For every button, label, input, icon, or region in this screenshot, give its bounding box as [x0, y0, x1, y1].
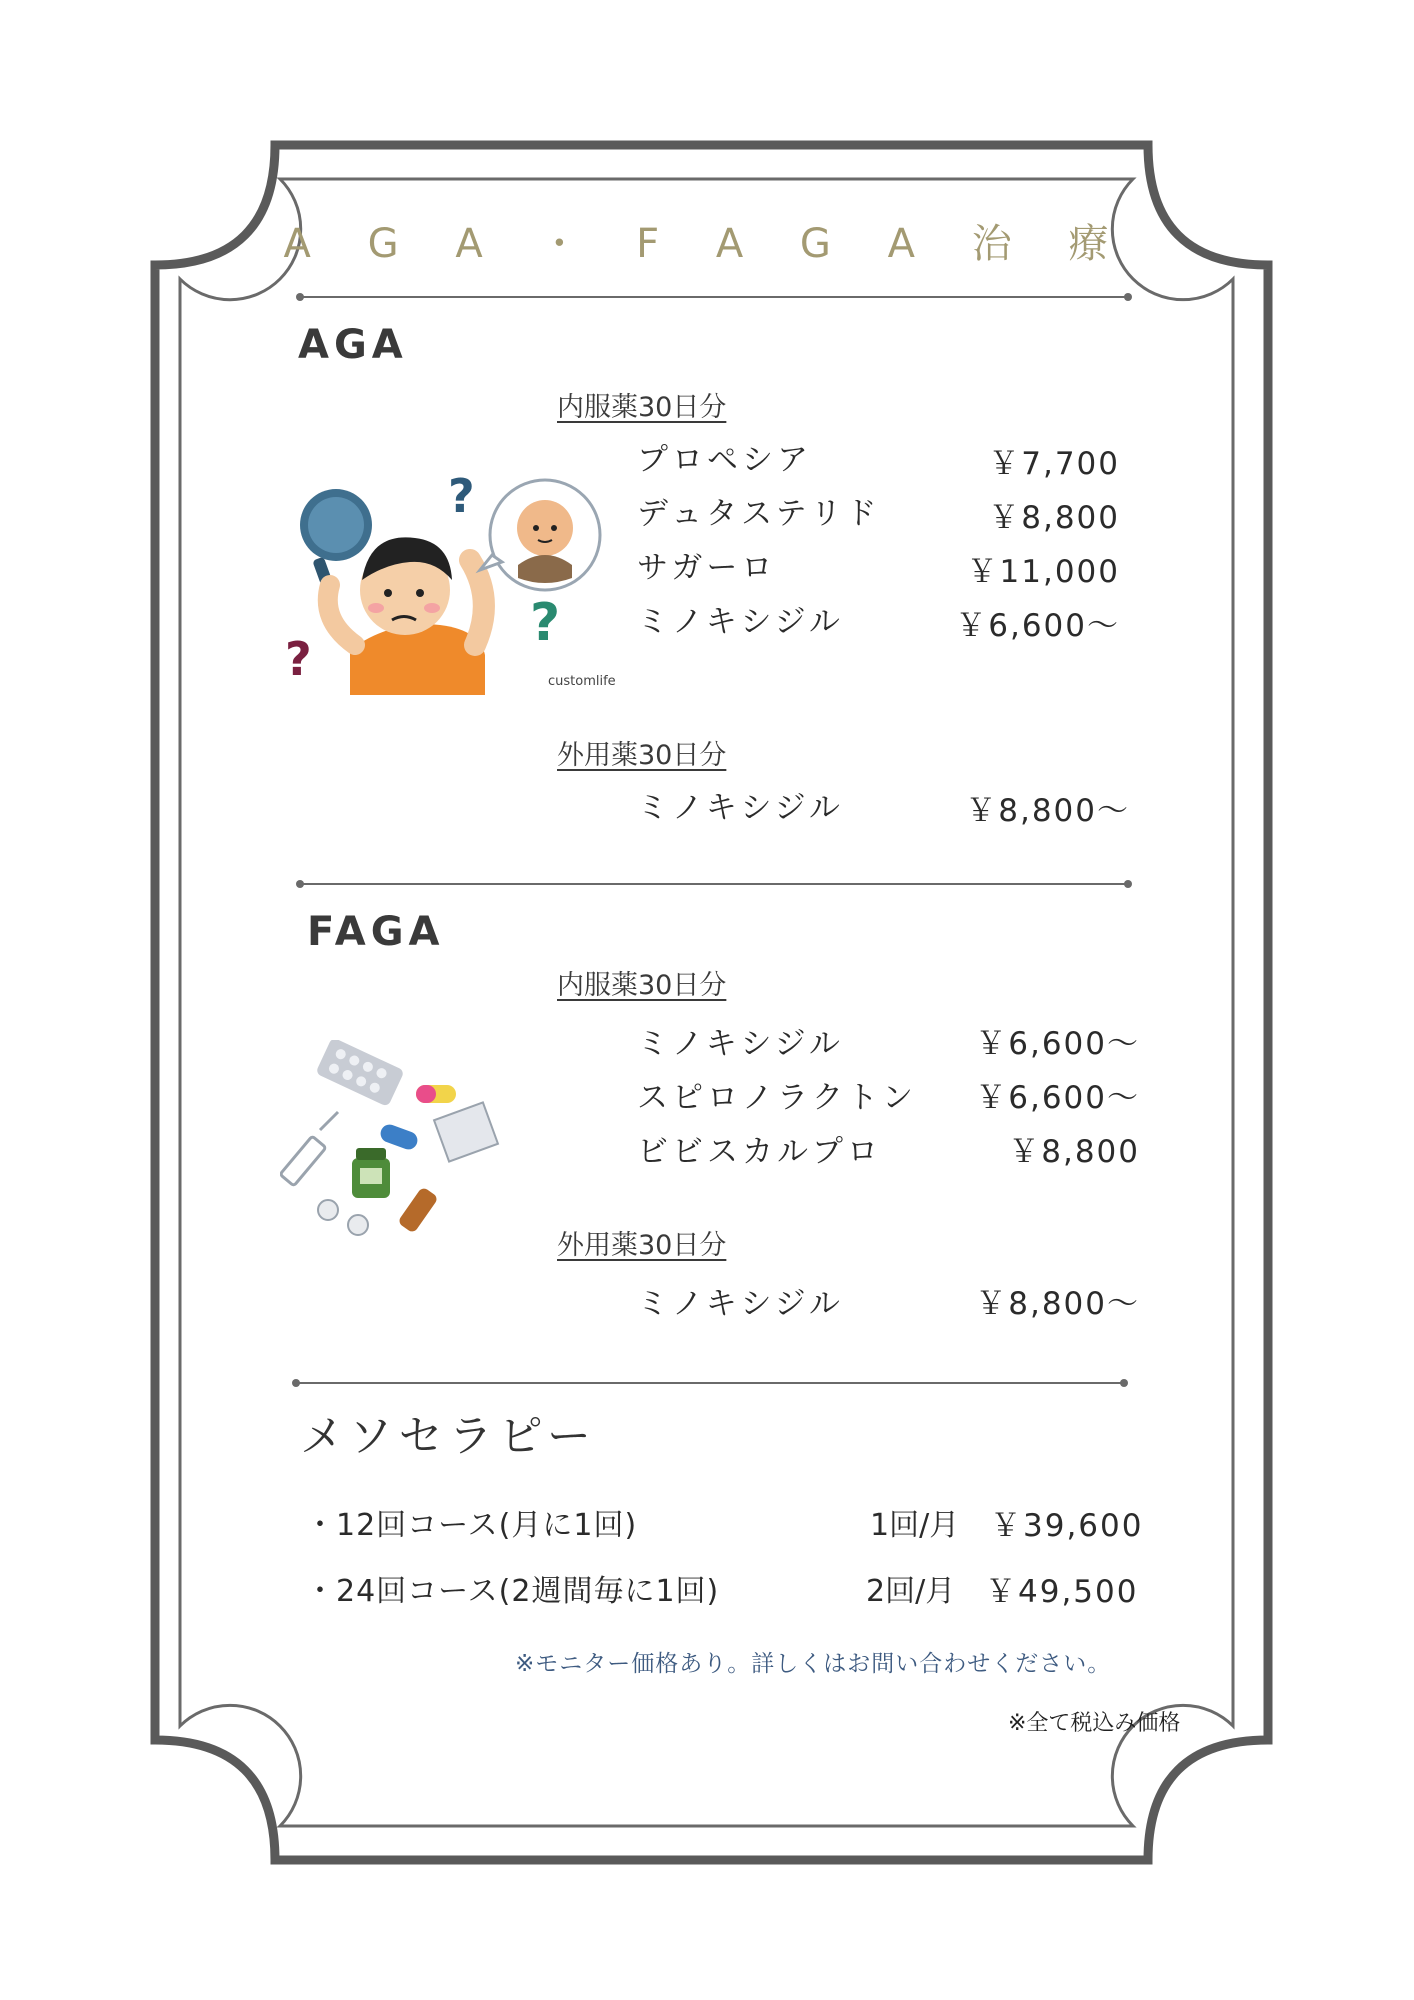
aga-item-price: ￥6,600～	[955, 608, 1120, 644]
svg-text:?: ?	[285, 632, 312, 686]
faga-item-price: ￥6,600～	[975, 1026, 1140, 1062]
faga-internal-label: 内服薬30日分	[557, 970, 727, 1001]
aga-item-name: デュタステリド	[637, 496, 881, 532]
aga-heading: AGA	[298, 322, 408, 368]
course-frequency: 2回/月	[866, 1574, 956, 1609]
hand-mirror-icon	[300, 489, 372, 585]
course-price: ￥39,600	[990, 1508, 1144, 1544]
faga-item-price: ￥8,800	[1008, 1134, 1140, 1170]
course-frequency: 1回/月	[870, 1508, 960, 1543]
syringe-icon	[280, 1112, 338, 1186]
aga-item-price: ￥8,800	[988, 500, 1120, 536]
page-title: A G A ・ F A G A 治 療	[283, 221, 1131, 267]
faga-heading: FAGA	[307, 909, 445, 955]
svg-text:?: ?	[448, 470, 475, 523]
faga-external-item-name: ミノキシジル	[637, 1286, 844, 1322]
divider-aga-faga	[300, 883, 1128, 885]
faga-item-name: ミノキシジル	[637, 1026, 844, 1062]
faga-item-name: ビビスカルプロ	[637, 1134, 882, 1170]
capsule-icon	[416, 1085, 456, 1103]
pill-blister-icon	[315, 1040, 404, 1107]
capsule-blue-icon	[378, 1122, 420, 1152]
medicines-illustration	[280, 1040, 520, 1250]
illustration-caption: customlife	[548, 674, 616, 689]
course-name: ・24回コース(2週間毎に1回)	[305, 1574, 720, 1609]
faga-item-price: ￥6,600～	[975, 1080, 1140, 1116]
course-price: ￥49,500	[985, 1574, 1139, 1610]
faga-item-name: スピロノラクトン	[637, 1080, 917, 1116]
worried-man-illustration	[280, 470, 620, 700]
svg-text:?: ?	[530, 593, 561, 653]
aga-external-item-name: ミノキシジル	[637, 790, 844, 826]
aga-item-name: サガーロ	[637, 550, 777, 586]
aga-item-price: ￥11,000	[966, 554, 1120, 590]
course-name: ・12回コース(月に1回)	[305, 1508, 638, 1543]
ampoule-icon	[397, 1186, 439, 1234]
divider-top	[300, 296, 1128, 298]
aga-item-name: プロペシア	[637, 442, 812, 478]
tablet-icon	[318, 1200, 368, 1235]
monitor-price-notice: ※モニター価格あり。詳しくはお問い合わせください。	[515, 1651, 1112, 1677]
aga-external-label: 外用薬30日分	[557, 740, 727, 771]
medicine-bottle-icon	[352, 1148, 390, 1198]
aga-item-price: ￥7,700	[988, 446, 1120, 482]
divider-faga-meso	[296, 1382, 1124, 1384]
faga-external-item-price: ￥8,800～	[975, 1286, 1140, 1322]
tax-included-note: ※全て税込み価格	[1008, 1711, 1181, 1736]
mesotherapy-heading: メソセラピー	[300, 1411, 597, 1462]
powder-packet-icon	[434, 1102, 498, 1161]
aga-internal-label: 内服薬30日分	[557, 392, 727, 423]
aga-item-name: ミノキシジル	[637, 604, 844, 640]
faga-external-label: 外用薬30日分	[557, 1230, 727, 1261]
aga-external-item-price: ￥8,800～	[965, 793, 1130, 829]
